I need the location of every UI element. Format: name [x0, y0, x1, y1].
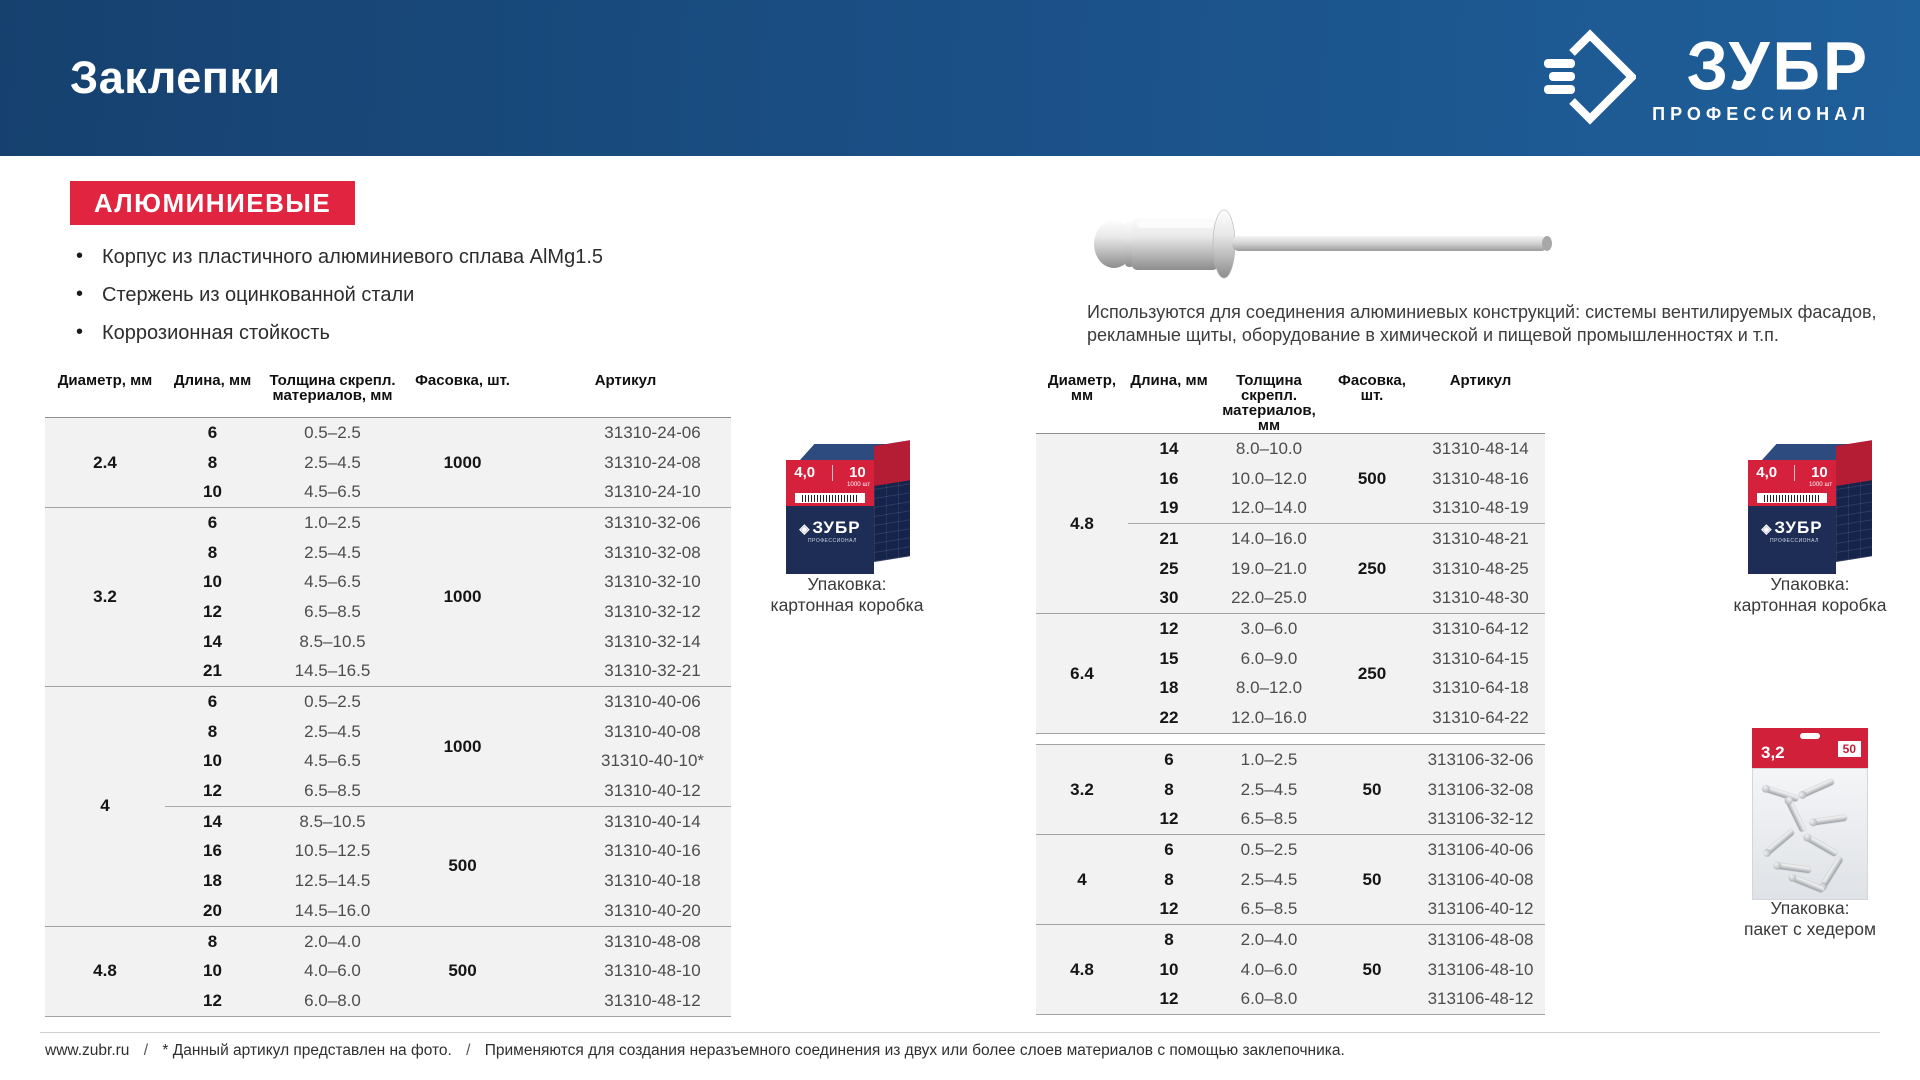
- length-cell: 25: [1128, 554, 1210, 584]
- article-cell: 31310-40-20: [520, 896, 731, 926]
- box-side-face: [874, 440, 910, 562]
- diameter-cell: 4: [45, 687, 165, 927]
- article-cell: 313106-32-06: [1416, 745, 1545, 775]
- thickness-cell: 0.5–2.5: [260, 687, 405, 717]
- table-row: [1036, 835, 1545, 865]
- table-row: [1036, 745, 1545, 775]
- length-cell: 12: [165, 597, 260, 627]
- article-cell: 31310-32-06: [520, 508, 731, 538]
- length-cell: 16: [165, 837, 260, 867]
- label-divider: [1794, 465, 1795, 481]
- article-cell: 31310-32-21: [520, 657, 731, 687]
- box-brand-subtitle: ПРОФЕССИОНАЛ: [1770, 538, 1819, 544]
- rivet-thumb: [1806, 835, 1838, 857]
- article-cell: 31310-32-10: [520, 567, 731, 597]
- pack-cell: 500: [1328, 434, 1416, 524]
- column-header: Артикул: [520, 371, 731, 418]
- thickness-cell: 2.5–4.5: [1210, 865, 1328, 895]
- thickness-cell: 22.0–25.0: [1210, 583, 1328, 613]
- length-cell: 12: [1128, 985, 1210, 1015]
- rivet-thumb: [1813, 815, 1848, 826]
- thickness-cell: 2.5–4.5: [260, 448, 405, 478]
- length-cell: 14: [165, 806, 260, 836]
- diameter-cell: 4.8: [1036, 434, 1128, 614]
- length-cell: 12: [1128, 894, 1210, 924]
- brand-logo: [1544, 28, 1870, 126]
- pack-cell: 500: [405, 926, 520, 1016]
- article-cell: 31310-40-14: [520, 806, 731, 836]
- package-caption: Упаковка: пакет с хедером: [1743, 898, 1877, 939]
- rivet-image: [1082, 196, 1560, 292]
- article-cell: 313106-40-06: [1416, 835, 1545, 865]
- article-cell: 31310-32-12: [520, 597, 731, 627]
- diameter-cell: 4.8: [45, 926, 165, 1016]
- box-side-label: [874, 440, 910, 486]
- bag-label-qty: 50: [1838, 741, 1861, 757]
- article-cell: 31310-32-08: [520, 538, 731, 568]
- thickness-cell: 4.0–6.0: [1210, 955, 1328, 985]
- description-line: Используются для соединения алюминиевых конструкций: системы вентилируемых фасадов,: [1087, 302, 1877, 322]
- article-cell: 313106-48-12: [1416, 985, 1545, 1015]
- article-cell: 313106-40-08: [1416, 865, 1545, 895]
- column-header: Диаметр, мм: [1036, 371, 1128, 434]
- box-red-label: [786, 460, 874, 506]
- box-label-qty: 1000 шт: [846, 481, 871, 488]
- package-box-right: [1748, 444, 1872, 574]
- spec-table-right-bottom: [1036, 744, 1545, 1015]
- pack-cell: 50: [1328, 745, 1416, 835]
- article-cell: 313106-32-08: [1416, 775, 1545, 805]
- length-cell: 6: [1128, 745, 1210, 775]
- table-row: [45, 926, 731, 956]
- length-cell: 10: [1128, 955, 1210, 985]
- box-label-length: 10: [1811, 464, 1828, 481]
- box-front-face: [786, 460, 874, 574]
- rivet-thumb: [1786, 799, 1806, 832]
- box-label-size: 4,0: [1756, 464, 1778, 481]
- thickness-cell: 12.0–16.0: [1210, 703, 1328, 733]
- thickness-cell: 10.5–12.5: [260, 837, 405, 867]
- thickness-cell: 1.0–2.5: [260, 508, 405, 538]
- thickness-cell: 6.0–8.0: [260, 986, 405, 1016]
- column-header: Толщина скрепл. материалов, мм: [260, 371, 405, 418]
- package-caption: Упаковка: картонная коробка: [770, 574, 924, 615]
- box-brand: ◈ ЗУБР: [799, 518, 861, 537]
- thickness-cell: 6.0–8.0: [1210, 985, 1328, 1015]
- table-row: [45, 508, 731, 538]
- barcode: [795, 493, 865, 503]
- article-cell: 31310-32-14: [520, 627, 731, 657]
- thickness-cell: 4.5–6.5: [260, 747, 405, 777]
- thickness-cell: 8.0–12.0: [1210, 674, 1328, 704]
- spec-table-left: [45, 371, 731, 1017]
- mini-diamond-icon: ◈: [1761, 521, 1773, 536]
- length-cell: 14: [165, 627, 260, 657]
- rivet-thumb: [1801, 778, 1835, 797]
- article-cell: 31310-24-10: [520, 477, 731, 507]
- thickness-cell: 3.0–6.0: [1210, 614, 1328, 644]
- feature-item: • Корпус из пластичного алюминиевого сплава AlMg1.5: [72, 246, 603, 269]
- bag-body: [1752, 768, 1868, 900]
- length-cell: 8: [1128, 865, 1210, 895]
- usage-description: [1087, 301, 1877, 347]
- article-cell: 31310-40-12: [520, 776, 731, 806]
- thickness-cell: 2.0–4.0: [260, 926, 405, 956]
- article-cell: 31310-24-08: [520, 448, 731, 478]
- length-cell: 12: [1128, 804, 1210, 834]
- length-cell: 22: [1128, 703, 1210, 733]
- category-badge: АЛЮМИНИЕВЫЕ: [70, 181, 355, 225]
- column-header: Длина, мм: [165, 371, 260, 418]
- thickness-cell: 6.5–8.5: [1210, 804, 1328, 834]
- article-cell: 31310-48-14: [1416, 434, 1545, 464]
- length-cell: 6: [1128, 835, 1210, 865]
- article-cell: 31310-48-19: [1416, 493, 1545, 523]
- pack-cell: 250: [1328, 524, 1416, 614]
- box-side-face: [1836, 440, 1872, 562]
- table-row: [45, 418, 731, 448]
- length-cell: 20: [165, 896, 260, 926]
- thickness-cell: 4.0–6.0: [260, 956, 405, 986]
- table-row: [1036, 925, 1545, 955]
- box-side-label: [1836, 440, 1872, 486]
- article-cell: 313106-40-12: [1416, 894, 1545, 924]
- package-bag: [1752, 728, 1868, 900]
- box-label-length: 10: [849, 464, 866, 481]
- thickness-cell: 12.0–14.0: [1210, 493, 1328, 523]
- barcode: [1757, 493, 1827, 503]
- table-header-row: [1036, 371, 1545, 434]
- article-cell: 31310-48-08: [520, 926, 731, 956]
- article-cell: 31310-64-12: [1416, 614, 1545, 644]
- length-cell: 16: [1128, 464, 1210, 494]
- article-cell: 31310-48-25: [1416, 554, 1545, 584]
- diameter-cell: 4: [1036, 835, 1128, 925]
- description-line: рекламные щиты, оборудование в химической и пищевой промышленностях и т.п.: [1087, 325, 1779, 345]
- article-cell: 31310-48-30: [1416, 583, 1545, 613]
- length-cell: 12: [165, 986, 260, 1016]
- feature-item: • Коррозионная стойкость: [72, 322, 603, 345]
- pack-cell: 1000: [405, 418, 520, 508]
- length-cell: 6: [165, 418, 260, 448]
- thickness-cell: 4.5–6.5: [260, 567, 405, 597]
- pack-cell: 500: [405, 806, 520, 926]
- thickness-cell: 14.0–16.0: [1210, 524, 1328, 554]
- thickness-cell: 0.5–2.5: [1210, 835, 1328, 865]
- length-cell: 8: [165, 717, 260, 747]
- box-label-size: 4,0: [794, 464, 816, 481]
- footer-separator: /: [466, 1042, 471, 1059]
- length-cell: 21: [1128, 524, 1210, 554]
- article-cell: 31310-48-10: [520, 956, 731, 986]
- length-cell: 15: [1128, 644, 1210, 674]
- column-header: Толщина скрепл. материалов, мм: [1210, 371, 1328, 434]
- thickness-cell: 12.5–14.5: [260, 866, 405, 896]
- thickness-cell: 2.5–4.5: [260, 538, 405, 568]
- box-brand: ◈ ЗУБР: [1761, 518, 1823, 537]
- length-cell: 8: [165, 538, 260, 568]
- thickness-cell: 1.0–2.5: [1210, 745, 1328, 775]
- diameter-cell: 3.2: [45, 508, 165, 687]
- thickness-cell: 8.0–10.0: [1210, 434, 1328, 464]
- thickness-cell: 14.5–16.5: [260, 657, 405, 687]
- article-cell: 31310-48-16: [1416, 464, 1545, 494]
- article-cell: 31310-24-06: [520, 418, 731, 448]
- rivet-thumb: [1777, 863, 1812, 874]
- box-red-label: [1748, 460, 1836, 506]
- rivet-thumb: [1765, 829, 1795, 855]
- footer-note-photo: * Данный артикул представлен на фото.: [162, 1042, 452, 1059]
- article-cell: 31310-64-22: [1416, 703, 1545, 733]
- article-cell: 31310-40-18: [520, 866, 731, 896]
- site-url[interactable]: www.zubr.ru: [45, 1042, 130, 1059]
- length-cell: 8: [165, 926, 260, 956]
- column-header: Диаметр, мм: [45, 371, 165, 418]
- article-cell: 31310-40-10*: [520, 747, 731, 777]
- bag-header-card: [1752, 728, 1868, 768]
- pack-cell: 250: [1328, 614, 1416, 734]
- diameter-cell: 2.4: [45, 418, 165, 508]
- pack-cell: 50: [1328, 925, 1416, 1015]
- brand-subtitle: ПРОФЕССИОНАЛ: [1652, 104, 1870, 124]
- diameter-cell: 3.2: [1036, 745, 1128, 835]
- mini-diamond-icon: ◈: [799, 521, 811, 536]
- pack-cell: 50: [1328, 835, 1416, 925]
- thickness-cell: 6.0–9.0: [1210, 644, 1328, 674]
- thickness-cell: 10.0–12.0: [1210, 464, 1328, 494]
- article-cell: 31310-48-21: [1416, 524, 1545, 554]
- thickness-cell: 2.0–4.0: [1210, 925, 1328, 955]
- table-header-row: [45, 371, 731, 418]
- article-cell: 31310-48-12: [520, 986, 731, 1016]
- thickness-cell: 4.5–6.5: [260, 477, 405, 507]
- package-box-left: [786, 444, 910, 574]
- column-header: Артикул: [1416, 371, 1545, 434]
- length-cell: 10: [165, 567, 260, 597]
- table-row: [1036, 614, 1545, 644]
- zubr-logo-icon: [1544, 28, 1636, 126]
- footer-separator: /: [143, 1042, 149, 1059]
- article-cell: 313106-32-12: [1416, 804, 1545, 834]
- thickness-cell: 0.5–2.5: [260, 418, 405, 448]
- column-header: Фасовка, шт.: [1328, 371, 1416, 434]
- box-front-face: [1748, 460, 1836, 574]
- package-caption: Упаковка: картонная коробка: [1733, 574, 1887, 615]
- page-title: Заклепки: [70, 52, 281, 103]
- length-cell: 10: [165, 477, 260, 507]
- article-cell: 313106-48-10: [1416, 955, 1545, 985]
- thickness-cell: 6.5–8.5: [260, 597, 405, 627]
- thickness-cell: 6.5–8.5: [260, 776, 405, 806]
- footer-note-usage: Применяются для создания неразъемного соединения из двух или более слоев материалов с помощью заклепочника.: [484, 1042, 1345, 1059]
- thickness-cell: 8.5–10.5: [260, 806, 405, 836]
- feature-item: • Стержень из оцинкованной стали: [72, 284, 603, 307]
- article-cell: 313106-48-08: [1416, 925, 1545, 955]
- thickness-cell: 6.5–8.5: [1210, 894, 1328, 924]
- length-cell: 19: [1128, 493, 1210, 523]
- length-cell: 12: [1128, 614, 1210, 644]
- box-brand-subtitle: ПРОФЕССИОНАЛ: [808, 538, 857, 544]
- article-cell: 31310-40-08: [520, 717, 731, 747]
- table-row: [1036, 434, 1545, 464]
- article-cell: 31310-64-15: [1416, 644, 1545, 674]
- length-cell: 30: [1128, 583, 1210, 613]
- length-cell: 10: [165, 956, 260, 986]
- column-header: Длина, мм: [1128, 371, 1210, 434]
- feature-list: [72, 246, 603, 360]
- article-cell: 31310-64-18: [1416, 674, 1545, 704]
- thickness-cell: 14.5–16.0: [260, 896, 405, 926]
- spec-table-right-top: [1036, 371, 1545, 734]
- pack-cell: 1000: [405, 687, 520, 807]
- length-cell: 18: [1128, 674, 1210, 704]
- length-cell: 8: [1128, 925, 1210, 955]
- diameter-cell: 4.8: [1036, 925, 1128, 1015]
- thickness-cell: 2.5–4.5: [260, 717, 405, 747]
- length-cell: 12: [165, 776, 260, 806]
- column-header: Фасовка, шт.: [405, 371, 520, 418]
- length-cell: 21: [165, 657, 260, 687]
- diameter-cell: 6.4: [1036, 614, 1128, 734]
- table-row: [45, 687, 731, 717]
- box-label-qty: 1000 шт: [1808, 481, 1833, 488]
- article-cell: 31310-40-16: [520, 837, 731, 867]
- rivet-thumb: [1820, 856, 1843, 888]
- article-cell: 31310-40-06: [520, 687, 731, 717]
- brand-text: [1652, 28, 1870, 125]
- rivet-thumb: [1765, 786, 1799, 802]
- thickness-cell: 8.5–10.5: [260, 627, 405, 657]
- thickness-cell: 19.0–21.0: [1210, 554, 1328, 584]
- pack-cell: 1000: [405, 508, 520, 687]
- length-cell: 8: [165, 448, 260, 478]
- length-cell: 14: [1128, 434, 1210, 464]
- bag-label-size: 3,2: [1761, 743, 1785, 762]
- brand-name: ЗУБР: [1686, 26, 1870, 104]
- length-cell: 10: [165, 747, 260, 777]
- length-cell: 6: [165, 687, 260, 717]
- footer: [45, 1042, 1345, 1060]
- thickness-cell: 2.5–4.5: [1210, 775, 1328, 805]
- length-cell: 8: [1128, 775, 1210, 805]
- footer-divider: [40, 1032, 1880, 1033]
- length-cell: 18: [165, 866, 260, 896]
- header-band: [0, 0, 1920, 156]
- length-cell: 6: [165, 508, 260, 538]
- hang-hole: [1800, 733, 1820, 739]
- label-divider: [832, 465, 833, 481]
